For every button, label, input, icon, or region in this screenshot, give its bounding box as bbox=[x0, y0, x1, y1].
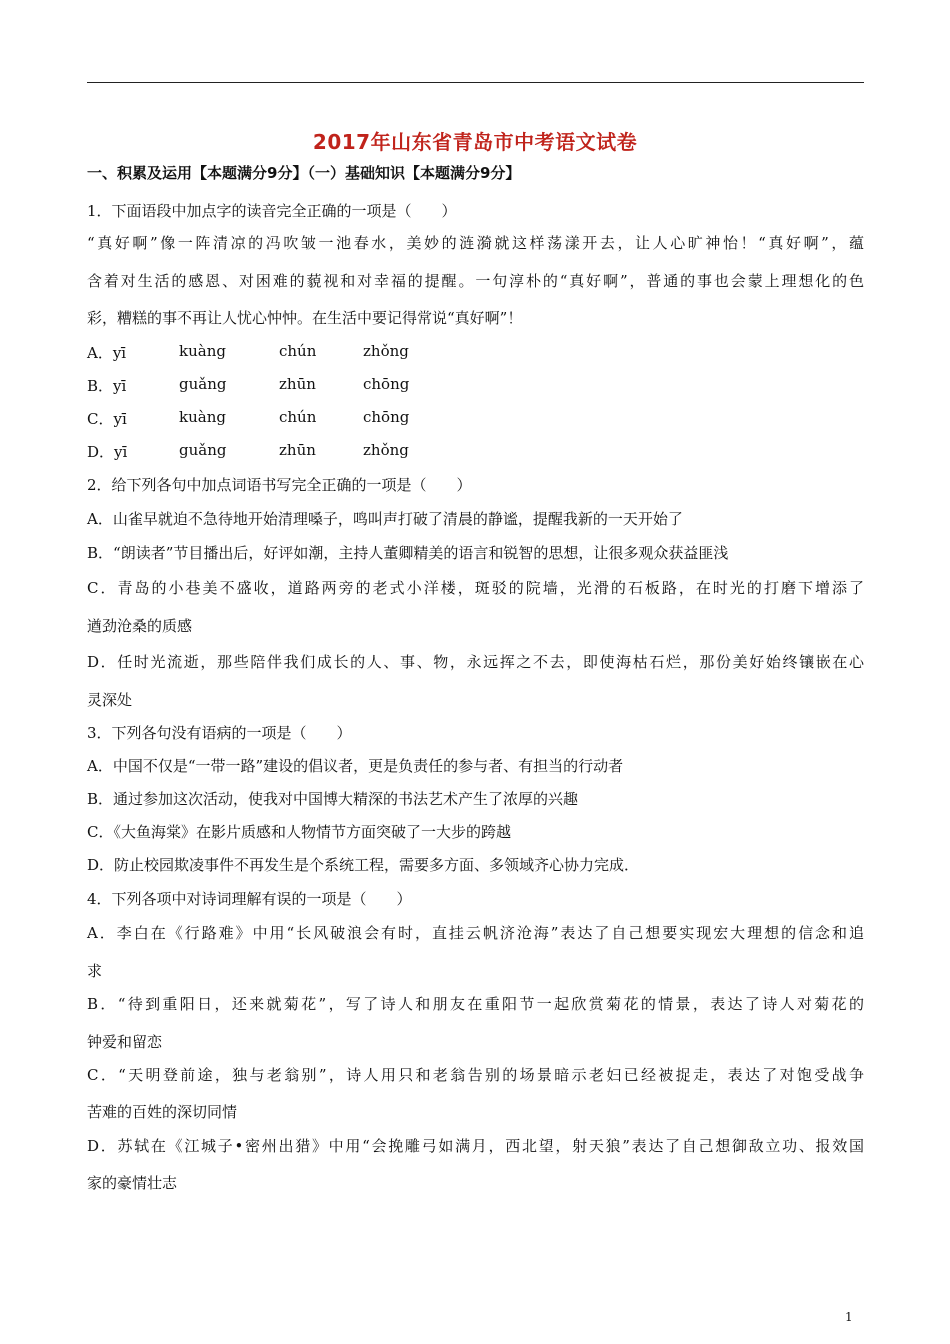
q3-option-b: B．通过参加这次活动，使我对中国博大精深的书法艺术产生了浓厚的兴趣 bbox=[87, 790, 579, 808]
q4-option-d-line-2: 家的豪情壮志 bbox=[87, 1174, 178, 1192]
q2-option-d-line-2: 灵深处 bbox=[87, 691, 133, 709]
page-title: 2017年山东省青岛市中考语文试卷 bbox=[312, 130, 638, 154]
pinyin-2: zhūn bbox=[279, 375, 316, 393]
q3-option-d: D．防止校园欺凌事件不再发生是个系统工程，需要多方面、多领域齐心协力完成． bbox=[87, 856, 640, 874]
q1-passage-line-2: 含着对生活的感恩、对困难的藐视和对幸福的提醒。一句淳朴的“真好啊”，普通的事也会蒙上理想化的色 bbox=[87, 272, 864, 290]
q4-option-c-line-2: 苦难的百姓的深切同情 bbox=[87, 1103, 238, 1121]
section-heading: 一、积累及运用【本题满分9分】（一）基础知识【本题满分9分】 bbox=[87, 164, 521, 182]
q1-passage-line-1: “真好啊”像一阵清凉的冯吹皱一池春水，美妙的涟漪就这样荡漾开去，让人心旷神怡！“真好啊”，蕴 bbox=[87, 234, 864, 252]
q4-option-b-line-1: B．“待到重阳日，还来就菊花”，写了诗人和朋友在重阳节一起欣赏菊花的情景，表达了诗人对菊花的 bbox=[87, 995, 864, 1013]
q2-stem: 2．给下列各句中加点词语书写完全正确的一项是（ ） bbox=[87, 476, 472, 494]
q4-option-b-line-2: 钟爱和留恋 bbox=[87, 1033, 163, 1051]
q2-option-a: A．山雀早就迫不急待地开始清理嗓子，鸣叫声打破了清晨的静谧，提醒我新的一天开始了 bbox=[87, 510, 683, 528]
q3-option-a: A．中国不仅是“一带一路”建设的倡议者，更是负责任的参与者、有担当的行动者 bbox=[87, 757, 624, 775]
header-rule bbox=[87, 82, 864, 83]
q2-option-b: B．“朗读者”节目播出后，好评如潮，主持人董卿精美的语言和锐智的思想，让很多观众获益匪浅 bbox=[87, 544, 729, 562]
q4-option-a-line-2: 求 bbox=[87, 962, 103, 980]
q4-option-c-line-1: C．“天明登前途，独与老翁别”，诗人用只和老翁告别的场景暗示老妇已经被捉走，表达了对饱受战争 bbox=[87, 1066, 864, 1084]
q4-stem: 4．下列各项中对诗词理解有误的一项是（ ） bbox=[87, 890, 412, 908]
pinyin-1: kuàng bbox=[179, 342, 226, 360]
option-label: B．yī bbox=[87, 377, 127, 395]
q3-stem: 3．下列各句没有语病的一项是（ ） bbox=[87, 724, 352, 742]
q4-option-a-line-1: A．李白在《行路难》中用“长风破浪会有时，直挂云帆济沧海”表达了自己想要实现宏大理想的信念和追 bbox=[87, 924, 864, 942]
pinyin-1: kuàng bbox=[179, 408, 226, 426]
q1-stem: 1．下面语段中加点字的读音完全正确的一项是（ ） bbox=[87, 202, 457, 220]
page-number: 1 bbox=[845, 1310, 853, 1324]
q2-option-d-line-1: D．任时光流逝，那些陪伴我们成长的人、事、物，永远挥之不去，即使海枯石烂，那份美好始终镶嵌在心 bbox=[87, 653, 864, 671]
q2-option-c-line-1: C．青岛的小巷美不盛收，道路两旁的老式小洋楼，斑驳的院墙，光滑的石板路，在时光的打磨下增添了 bbox=[87, 579, 864, 597]
pinyin-3: chōng bbox=[363, 408, 410, 426]
pinyin-3: zhǒng bbox=[363, 342, 409, 360]
option-label: D．yī bbox=[87, 443, 128, 461]
pinyin-1: guǎng bbox=[179, 441, 227, 459]
q2-option-c-line-2: 遒劲沧桑的质感 bbox=[87, 617, 193, 635]
pinyin-3: chōng bbox=[363, 375, 410, 393]
pinyin-1: guǎng bbox=[179, 375, 227, 393]
pinyin-2: chún bbox=[279, 408, 317, 426]
pinyin-2: zhūn bbox=[279, 441, 316, 459]
option-label: A．yī bbox=[87, 344, 127, 362]
q1-passage-line-3: 彩，糟糕的事不再让人忧心忡忡。在生活中要记得常说“真好啊”！ bbox=[87, 309, 523, 327]
option-label: C．yī bbox=[87, 410, 127, 428]
pinyin-2: chún bbox=[279, 342, 317, 360]
q4-option-d-line-1: D．苏轼在《江城子•密州出猎》中用“会挽雕弓如满月，西北望，射天狼”表达了自己想御敌立功、报效国 bbox=[87, 1137, 864, 1155]
pinyin-3: zhǒng bbox=[363, 441, 409, 459]
q3-option-c: C．《大鱼海棠》在影片质感和人物情节方面突破了一大步的跨越 bbox=[87, 823, 511, 841]
